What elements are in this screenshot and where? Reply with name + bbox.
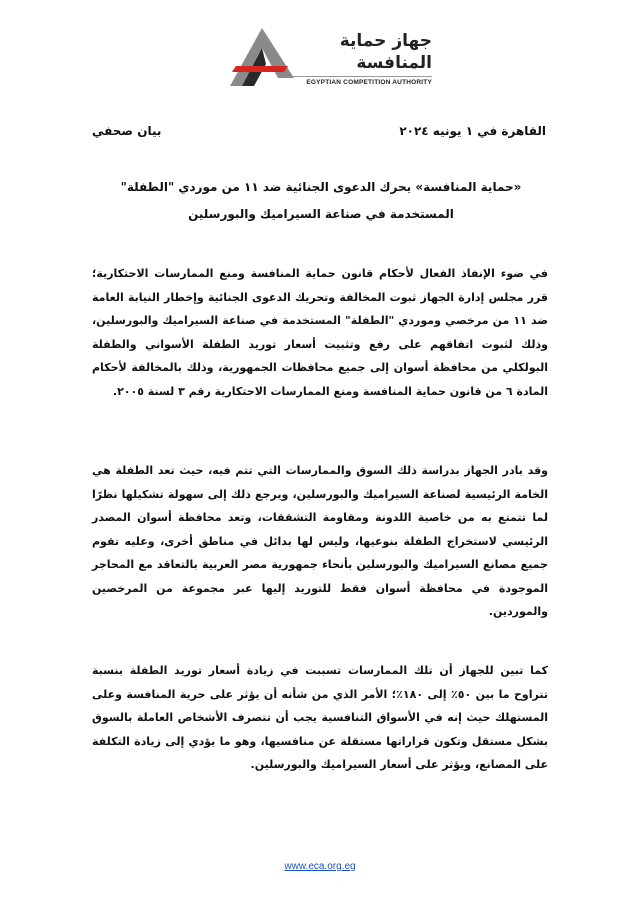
page-header xyxy=(0,22,640,92)
body-paragraph-2: وقد بادر الجهاز بدراسة ذلك السوق والممارسات التي تتم فيه، حيث تعد الطفلة هي الخامة الرئيسية لصناعة السيراميك والبورسلين، ويرجع ذلك إلى سهولة تشكيلها نظرًا لما تتمتع به من خاصية اللدونة ومقاومة التشققات، وتعد محافظة أسوان المصدر الرئيسي لاستخراج الطفلة بنوعيها، وليس لها بدائل في مناطق أخرى، وعليه تقوم جميع مصانع السيراميك والبورسلين بأنحاء جمهورية مصر العربية بالتعاقد مع المحاجر الموجودة في محافظة أسوان فقط للتوريد إليها عبر مجموعة من المرخصين والموردين. xyxy=(92,464,548,618)
website-link[interactable]: www.eca.org.eg xyxy=(284,861,356,872)
body-paragraph-3: كما تبين للجهاز أن تلك الممارسات تسببت في زيادة أسعار توريد الطفلة بنسبة تتراوح ما بين ٥٠٪ إلى ١٨٠٪؛ الأمر الذي من شأنه أن يؤثر على حرية المنافسة وعلى المستهلك حيث إنه في الأسواق التنافسية يجب أن تتصرف الأشخاص العاملة بالسوق بشكل مستقل وتكون قراراتها مستقلة عن منافسيها، وهو ما يؤدي إلى زيادة التكلفة على المصانع، ويؤثر على أسعار السيراميك والبورسلين. xyxy=(92,664,549,771)
document-type: بيان صحفي xyxy=(92,124,162,138)
logo-english-name: EGYPTIAN COMPETITION AUTHORITY xyxy=(292,76,432,86)
press-release-headline: «حماية المنافسة» يحرك الدعوى الجنائية ضد ١١ من موردي "الطفلة" المستخدمة في صناعة السيراميك والبورسلين xyxy=(120,180,522,221)
logo-text xyxy=(292,30,432,86)
dateline xyxy=(92,124,546,142)
pyramid-logo-icon xyxy=(226,26,298,88)
logo-arabic-name: جهاز حماية المنافسة xyxy=(339,31,432,73)
release-date: القاهرة في ١ يونيه ٢٠٢٤ xyxy=(399,124,546,138)
body-paragraph-1: في ضوء الإنفاذ الفعال لأحكام قانون حماية المنافسة ومنع الممارسات الاحتكارية؛ قرر مجلس إدارة الجهاز ثبوت المخالفة وتحريك الدعوى الجنائية وإخطار النيابة العامة ضد ١١ من مرخصي وموردي "الطفلة" المستخدمة في صناعة السيراميك والبورسلين، وذلك لثبوت اتفاقهم على رفع وتثبيت أسعار توريد الطفلة الأسواني والطفلة البولكلي من محافظة أسوان إلى جميع محافظات الجمهورية، وذلك بالمخالفة لأحكام المادة ٦ من قانون حماية المنافسة ومنع الممارسات الاحتكارية رقم ٣ لسنة ٢٠٠٥. xyxy=(92,267,548,398)
